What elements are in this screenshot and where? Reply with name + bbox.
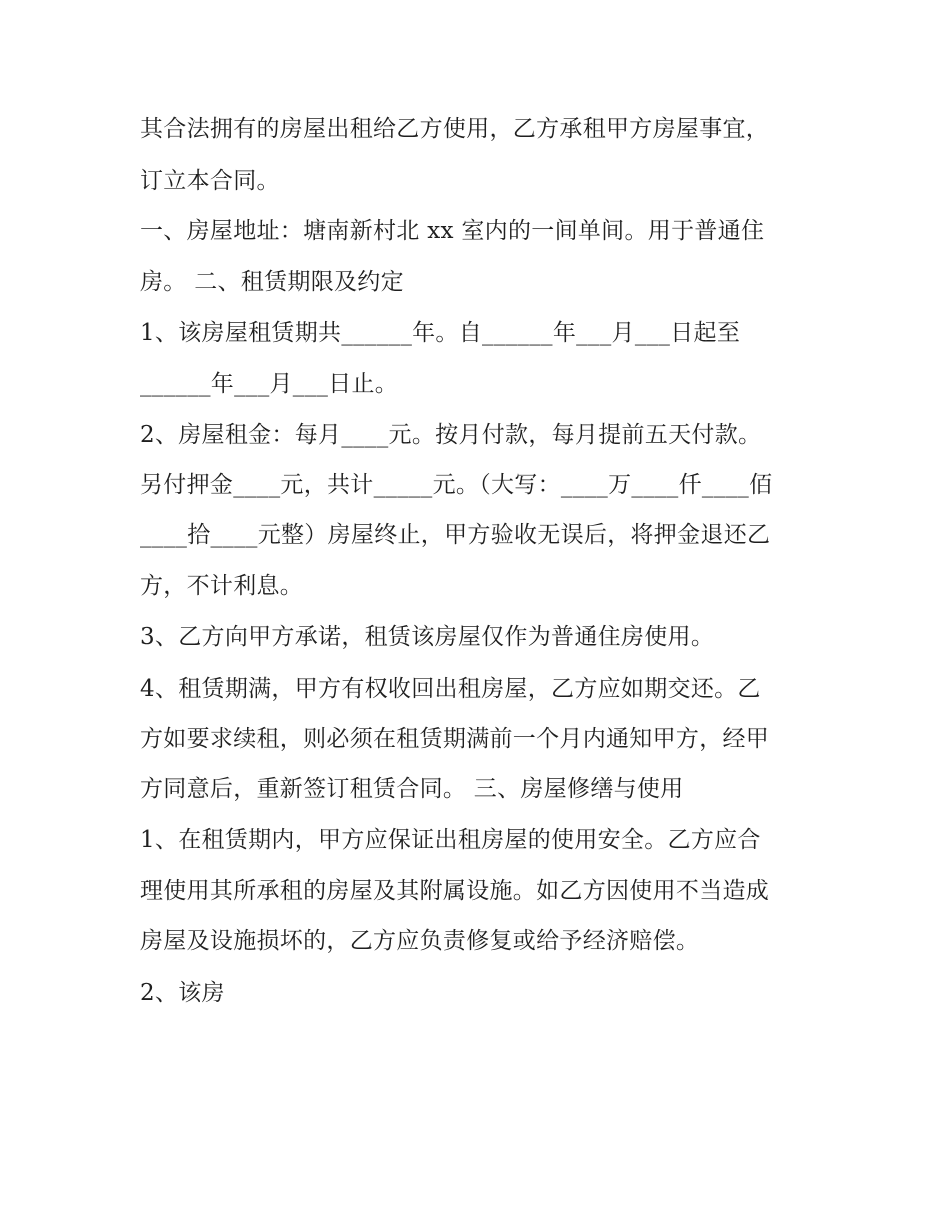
text-line: 2、房屋租金：每月____元。按月付款，每月提前五天付款。: [140, 422, 762, 448]
text-line: ____拾____元整）房屋终止，甲方验收无误后，将押金退还乙: [140, 522, 771, 548]
text-line: 1、该房屋租赁期共______年。自______年___月___日起至: [140, 320, 741, 346]
text-line: 方，不计利息。: [140, 573, 304, 599]
text-line: 一、房屋地址：塘南新村北 xx 室内的一间单间。用于普通住: [140, 218, 765, 244]
text-line: 其合法拥有的房屋出租给乙方使用，乙方承租甲方房屋事宜，: [140, 116, 770, 142]
text-line: 2、该房: [140, 980, 225, 1006]
text-line: 方同意后，重新签订租赁合同。 三、房屋修缮与使用: [140, 776, 684, 802]
text-line: 另付押金____元，共计_____元。（大写：____万____仟____佰: [140, 472, 773, 498]
text-line: 订立本合同。: [140, 168, 280, 194]
text-line: 房屋及设施损坏的，乙方应负责修复或给予经济赔偿。: [140, 928, 700, 954]
text-line: 理使用其所承租的房屋及其附属设施。如乙方因使用不当造成: [140, 878, 770, 904]
text-line: 房。 二、租赁期限及约定: [140, 269, 404, 295]
text-line: 3、乙方向甲方承诺，租赁该房屋仅作为普通住房使用。: [140, 624, 715, 650]
text-line: 方如要求续租，则必须在租赁期满前一个月内通知甲方，经甲: [140, 726, 770, 752]
text-line: 4、租赁期满，甲方有权收回出租房屋，乙方应如期交还。乙: [140, 676, 761, 702]
text-line: ______年___月___日止。: [140, 371, 399, 397]
text-line: 1、在租赁期内，甲方应保证出租房屋的使用安全。乙方应合: [140, 827, 761, 853]
